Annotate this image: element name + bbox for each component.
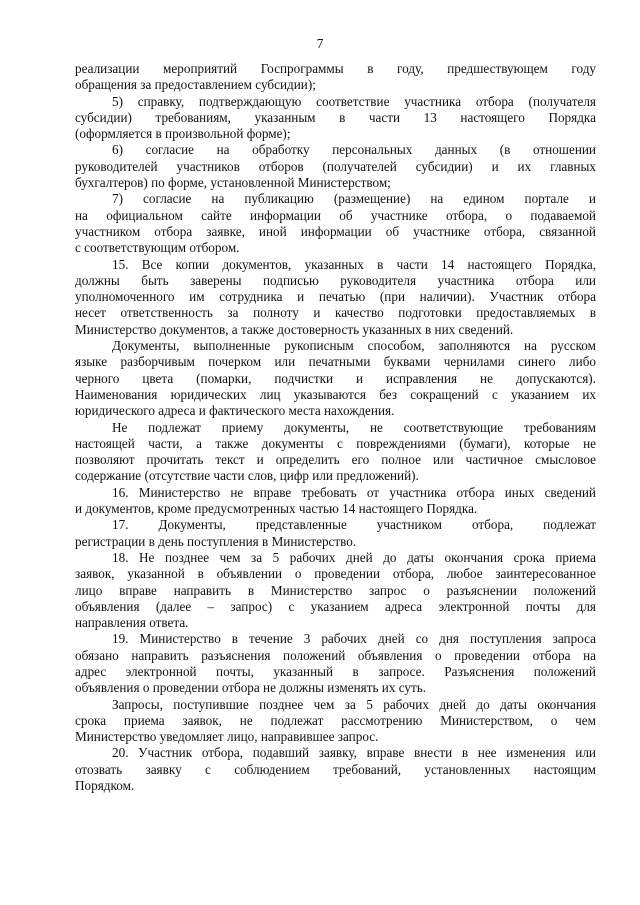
text-line: адрес электронной почты, указанный в запросе. Разъяснения положений [75,663,596,679]
text-line: заявок, указанной в объявлении о проведении отбора, любое заинтересованное [75,566,596,582]
text-line: 19. Министерство в течение 3 рабочих дней со дня поступления запроса [112,631,596,647]
paragraph [75,338,596,419]
text-line: Министерство уведомляет лицо, направившее запрос. [75,729,379,745]
text-line: участником отбора заявке, иной информации об участнике отбора, связанной [75,223,596,239]
paragraph [75,485,596,518]
text-line: несет ответственность за полноту и качество подготовки предоставляемых в [75,305,596,321]
text-line: 15. Все копии документов, указанных в части 14 настоящего Порядка, [112,256,596,272]
paragraph [75,631,596,696]
text-line: регистрации в день поступления в Министерство. [75,533,357,549]
text-line: 7) согласие на публикацию (размещение) на едином портале и [112,191,596,207]
text-line: содержание (отсутствие части слов, цифр или предложений). [75,468,419,484]
text-line: с соответствующим отбором. [75,240,240,256]
text-line: настоящей части, а также документы с повреждениями (бумаги), которые не [75,435,596,451]
text-line: 17. Документы, представленные участником отбора, подлежат [112,517,596,533]
paragraph [75,517,596,550]
text-line: 6) согласие на обработку персональных данных (в отношении [112,142,596,158]
text-line: уполномоченного им сотрудника и печатью (при наличии). Участник отбора [75,289,596,305]
paragraph [75,420,596,485]
text-line: позволяют прочитать текст и определить его полное или частичное смысловое [75,452,596,468]
text-line: Наименования юридических лиц указываются без сокращений с указанием их [75,386,596,402]
document-body [75,61,596,794]
text-line: языке разборчивым почерком или печатными буквами чернилами синего либо [75,354,596,370]
paragraph [75,257,596,338]
text-line: субсидии) требованиям, указанным в части 13 настоящего Порядка [75,109,596,125]
text-line: руководителей участников отборов (получателей субсидии) и их главных [75,158,596,174]
text-line: отозвать заявку с соблюдением требований, установленных настоящим [75,761,596,777]
text-line: бухгалтеров) по форме, установленной Министерством; [75,175,391,191]
text-line: Документы, выполненные рукописным способом, заполняются на русском [112,338,596,354]
text-line: на официальном сайте информации об участнике отбора, о подаваемой [75,207,596,223]
text-line: 18. Не позднее чем за 5 рабочих дней до даты окончания срока приема [112,549,596,565]
text-line: направления ответа. [75,615,189,631]
text-line: юридического адреса и фактического места нахождения. [75,403,395,419]
paragraph [75,550,596,631]
paragraph [75,191,596,256]
text-line: Порядком. [75,778,135,794]
paragraph [75,697,596,746]
paragraph [75,142,596,191]
text-line: Запросы, поступившие позднее чем за 5 рабочих дней до даты окончания [112,696,596,712]
text-line: обязано направить разъяснения положений объявления о проведении отбора на [75,647,596,663]
text-line: реализации мероприятий Госпрограммы в году, предшествующем году [75,61,596,76]
text-line: Не подлежат приему документы, не соответствующие требованиям [112,419,596,435]
text-line: срока приема заявок, не подлежат рассмотрению Министерством, о чем [75,712,596,728]
paragraph [75,745,596,794]
paragraph [75,61,596,94]
text-line: объявления (далее – запрос) с указанием адреса электронной почты для [75,598,596,614]
text-line: черного цвета (помарки, подчистки и исправления не допускаются). [75,370,596,386]
text-line: (оформляется в произвольной форме); [75,126,291,142]
text-line: должны быть заверены подписью руководителя участника отбора или [75,272,596,288]
text-line: 16. Министерство не вправе требовать от участника отбора иных сведений [112,484,596,500]
paragraph [75,94,596,143]
text-line: обращения за предоставлением субсидии); [75,77,316,93]
text-line: объявления о проведении отбора не должны изменять их суть. [75,680,427,696]
text-line: и документов, кроме предусмотренных частью 14 настоящего Порядка. [75,501,478,517]
text-line: Министерство документов, а также достоверность указанных в них сведений. [75,321,514,337]
text-line: 5) справку, подтверждающую соответствие участника отбора (получателя [112,93,596,109]
page-number: 7 [316,36,324,51]
text-line: 20. Участник отбора, подавший заявку, вправе внести в нее изменения или [112,745,596,761]
text-line: лицо вправе направить в Министерство запрос о разъяснении положений [75,582,596,598]
